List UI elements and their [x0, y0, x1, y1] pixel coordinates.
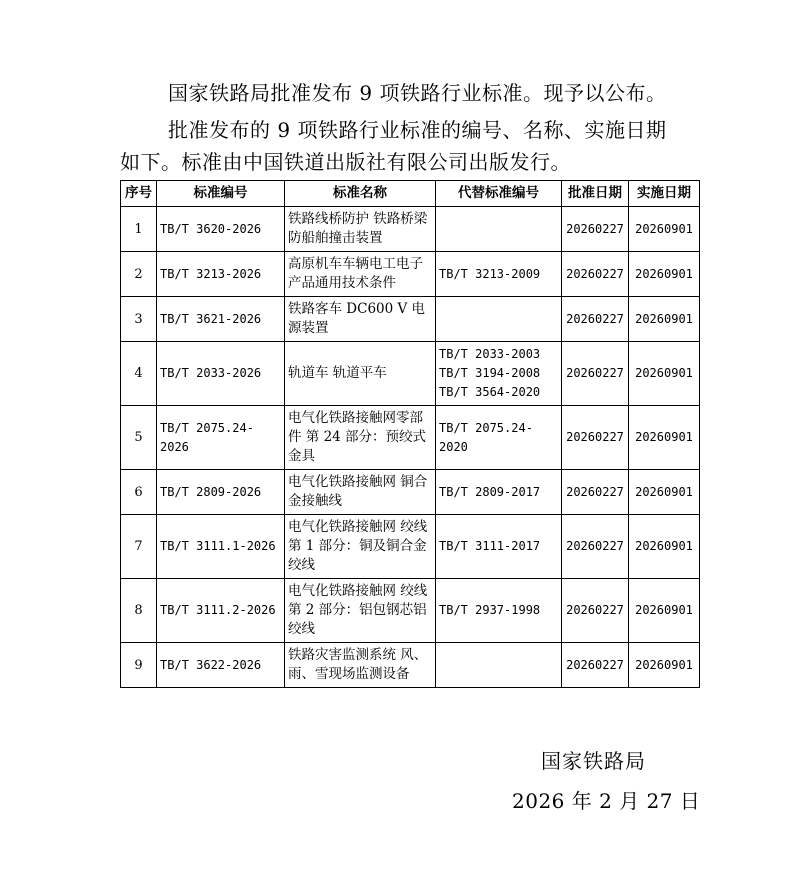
table-row [121, 579, 700, 643]
header-effective-date: 实施日期 [629, 181, 700, 207]
intro-paragraph-2: 批准发布的 9 项铁路行业标准的编号、名称、实施日期如下。标准由中国铁道出版社有限公司出版发行。 [120, 118, 667, 174]
table-row [121, 643, 700, 688]
row-name: 电气化铁路接触网零部件 第 24 部分：预绞式金具 [285, 406, 436, 470]
row-code: TB/T 2809-2026 [157, 470, 285, 515]
signature-org: 国家铁路局 [541, 749, 646, 773]
row-name: 铁路线桥防护 铁路桥梁防船舶撞击装置 [285, 207, 436, 252]
row-approve-date: 20260227 [562, 207, 629, 252]
row-effective-date: 20260901 [629, 207, 700, 252]
row-replaces [436, 297, 562, 342]
row-effective-date: 20260901 [629, 406, 700, 470]
row-replaces [436, 470, 562, 515]
table-row [121, 252, 700, 297]
row-effective-date: 20260901 [629, 342, 700, 406]
row-replaces [436, 406, 562, 470]
row-code: TB/T 3111.2-2026 [157, 579, 285, 643]
header-approve-date: 批准日期 [562, 181, 629, 207]
replaced-code: TB/T 2937-1998 [439, 603, 541, 617]
table-row [121, 470, 700, 515]
row-name: 高原机车车辆电工电子产品通用技术条件 [285, 252, 436, 297]
table-row [121, 342, 700, 406]
row-replaces [436, 207, 562, 252]
row-approve-date: 20260227 [562, 342, 629, 406]
replaced-code: TB/T 3111-2017 [439, 539, 541, 553]
replaced-code: TB/T 3564-2020 [439, 385, 541, 399]
row-effective-date: 20260901 [629, 643, 700, 688]
header-replaces: 代替标准编号 [436, 181, 562, 207]
table-row [121, 207, 700, 252]
row-code: TB/T 3622-2026 [157, 643, 285, 688]
row-no: 5 [121, 406, 157, 470]
row-name: 电气化铁路接触网 绞线 第 1 部分：铜及铜合金绞线 [285, 515, 436, 579]
replaced-code: TB/T 2075.24-2020 [439, 420, 533, 454]
table-row [121, 515, 700, 579]
row-no: 8 [121, 579, 157, 643]
row-name: 电气化铁路接触网 绞线 第 2 部分：铝包钢芯铝绞线 [285, 579, 436, 643]
row-no: 3 [121, 297, 157, 342]
row-no: 4 [121, 342, 157, 406]
row-no: 1 [121, 207, 157, 252]
row-replaces [436, 252, 562, 297]
row-code: TB/T 2033-2026 [157, 342, 285, 406]
row-approve-date: 20260227 [562, 643, 629, 688]
row-approve-date: 20260227 [562, 406, 629, 470]
intro-paragraph-1: 国家铁路局批准发布 9 项铁路行业标准。现予以公布。 [168, 81, 667, 105]
row-name: 电气化铁路接触网 铜合金接触线 [285, 470, 436, 515]
row-effective-date: 20260901 [629, 252, 700, 297]
signature-date: 2026 年 2 月 27 日 [512, 789, 701, 813]
row-no: 7 [121, 515, 157, 579]
row-approve-date: 20260227 [562, 470, 629, 515]
standards-table [120, 180, 700, 688]
row-effective-date: 20260901 [629, 470, 700, 515]
header-name: 标准名称 [285, 181, 436, 207]
row-name: 铁路客车 DC600 V 电源装置 [285, 297, 436, 342]
replaced-code: TB/T 2809-2017 [439, 484, 541, 499]
row-effective-date: 20260901 [629, 297, 700, 342]
replaced-code: TB/T 2033-2003 [439, 347, 541, 361]
row-replaces [436, 579, 562, 643]
row-effective-date: 20260901 [629, 515, 700, 579]
row-name: 铁路灾害监测系统 风、雨、雪现场监测设备 [285, 643, 436, 688]
row-code: TB/T 3213-2026 [157, 252, 285, 297]
row-replaces [436, 342, 562, 406]
header-no: 序号 [121, 181, 157, 207]
row-effective-date: 20260901 [629, 579, 700, 643]
header-code: 标准编号 [157, 181, 285, 207]
row-approve-date: 20260227 [562, 252, 629, 297]
row-code: TB/T 3111.1-2026 [157, 515, 285, 579]
row-name: 轨道车 轨道平车 [285, 342, 436, 406]
row-code: TB/T 3620-2026 [157, 207, 285, 252]
replaced-code: TB/T 3194-2008 [439, 366, 541, 380]
row-no: 6 [121, 470, 157, 515]
row-code: TB/T 2075.24-2026 [157, 406, 285, 470]
row-replaces [436, 515, 562, 579]
row-replaces [436, 643, 562, 688]
row-approve-date: 20260227 [562, 579, 629, 643]
row-no: 9 [121, 643, 157, 688]
row-approve-date: 20260227 [562, 297, 629, 342]
row-code: TB/T 3621-2026 [157, 297, 285, 342]
table-row [121, 406, 700, 470]
table-row [121, 297, 700, 342]
table-header-row [121, 181, 700, 207]
row-approve-date: 20260227 [562, 515, 629, 579]
replaced-code: TB/T 3213-2009 [439, 266, 541, 281]
row-no: 2 [121, 252, 157, 297]
